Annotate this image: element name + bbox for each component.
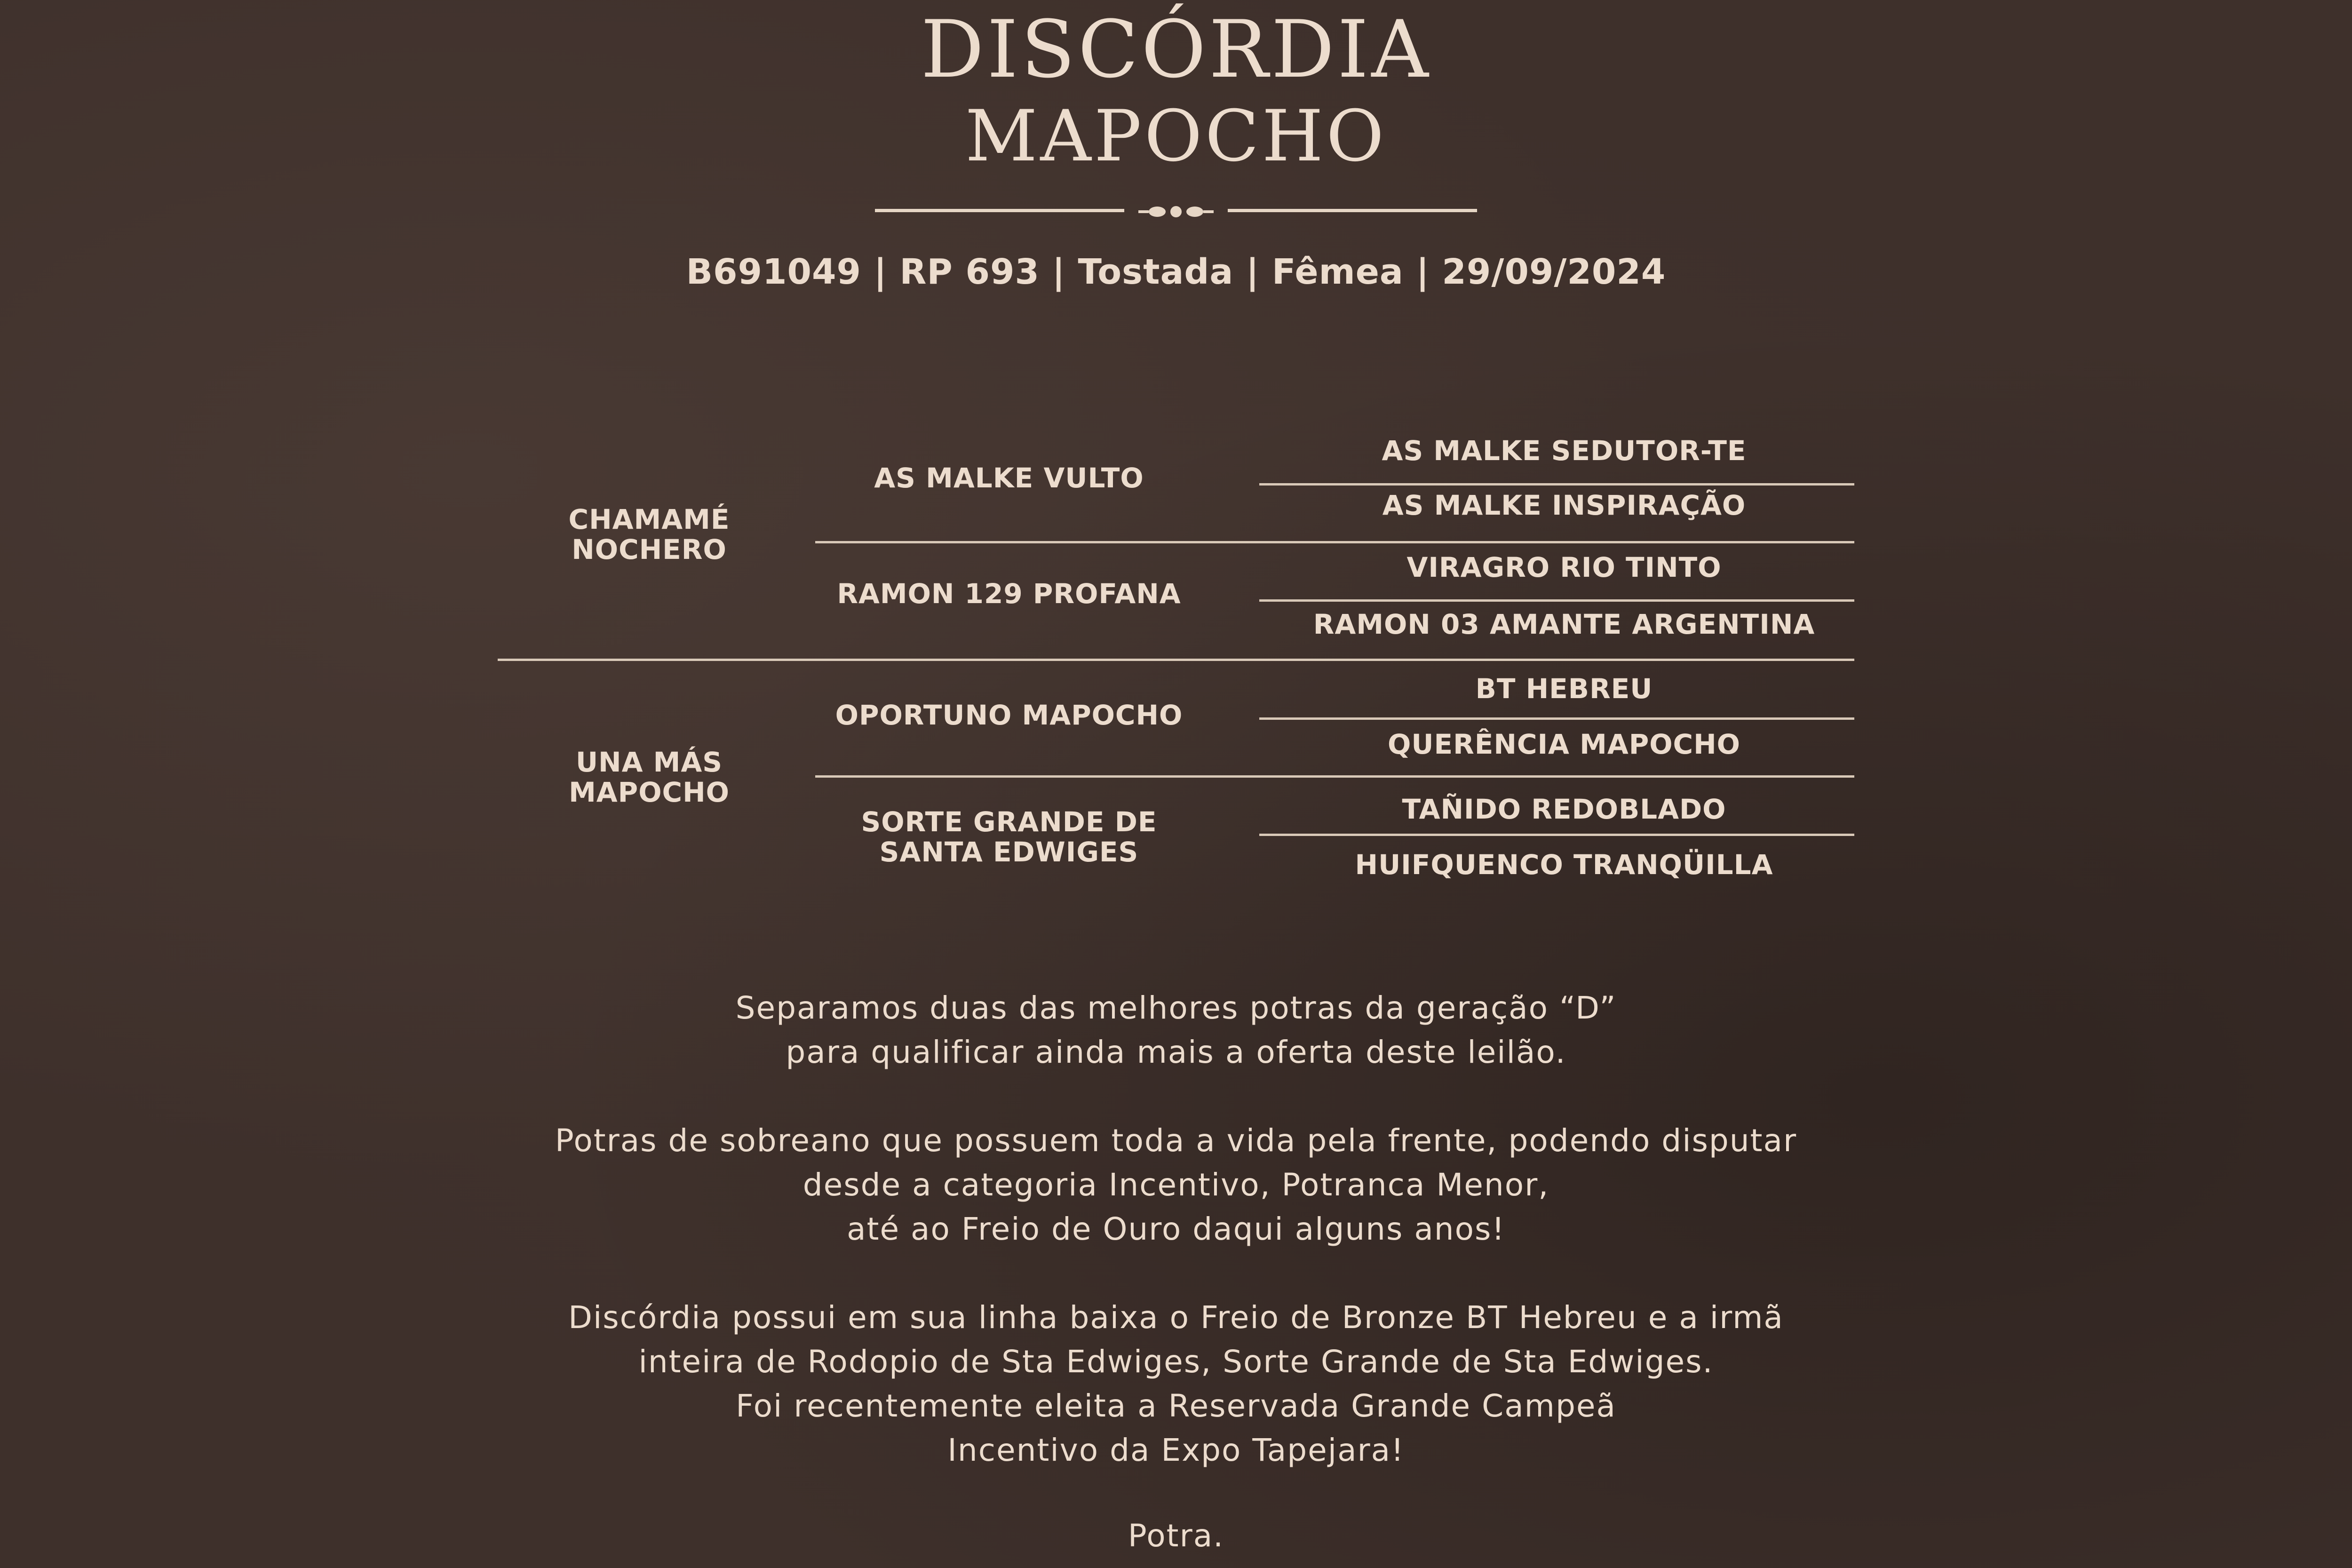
pedigree-ddd: HUIFQUENCO TRANQÜILLA [1355,849,1773,881]
pedigree-dds: TAÑIDO REDOBLADO [1402,793,1726,825]
description-line: Discórdia possui em sua linha baixa o Freio de Bronze BT Hebreu e a irmã [568,1299,1784,1336]
description-line: inteira de Rodopio de Sta Edwiges, Sorte Grande de Sta Edwiges. [638,1344,1714,1380]
description-line: Separamos duas das melhores potras da geração “D” [735,990,1617,1026]
pedigree-divider-dam [815,775,1854,778]
pedigree-dam-dam [814,807,1204,867]
description-line: Potra. [1128,1518,1224,1554]
horse-affix-title: MAPOCHO [965,96,1387,177]
description-line: até ao Freio de Ouro daqui alguns anos! [847,1211,1505,1247]
pedigree-dam-line2: MAPOCHO [569,776,730,808]
pedigree-divider-main [498,659,1854,661]
pedigree-dam-dam-line1: SORTE GRANDE DE [861,806,1157,838]
pedigree-sire-dam: RAMON 129 PROFANA [837,578,1181,610]
pedigree-dss: BT HEBREU [1475,673,1653,705]
pedigree-sire-line1: CHAMAMÉ [568,503,730,535]
pedigree-sire-line2: NOCHERO [572,533,727,565]
pedigree-ssd: AS MALKE INSPIRAÇÃO [1382,489,1746,521]
description-line: Potras de sobreano que possuem toda a vida pela frente, podendo disputar [555,1122,1797,1159]
pedigree-sire-sire: AS MALKE VULTO [874,462,1144,494]
pedigree-sss: AS MALKE SEDUTOR-TE [1382,435,1747,467]
pedigree-dsd: QUERÊNCIA MAPOCHO [1388,728,1740,760]
pedigree-divider-sd [1259,599,1854,602]
ornamental-divider-icon [1138,200,1214,223]
pedigree-sdd: RAMON 03 AMANTE ARGENTINA [1313,608,1815,640]
pedigree-divider-ds [1259,717,1854,720]
pedigree-divider-dd [1259,834,1854,836]
description-line: para qualificar ainda mais a oferta deste leilão. [786,1034,1566,1070]
registration-info: B691049 | RP 693 | Tostada | Fêmea | 29/09/2024 [686,252,1666,292]
pedigree-divider-sire [815,541,1854,543]
description-line: Foi recentemente eleita a Reservada Grande Campeã [736,1388,1616,1424]
description-line: desde a categoria Incentivo, Potranca Menor, [803,1167,1549,1203]
description-line: Incentivo da Expo Tapejara! [947,1432,1405,1468]
horse-name-title: DISCÓRDIA [921,3,1431,96]
divider-left-line [875,209,1124,212]
pedigree-dam-sire: OPORTUNO MAPOCHO [835,699,1183,731]
divider-right-line [1228,209,1477,212]
pedigree-dam-dam-line2: SANTA EDWIGES [879,836,1139,868]
pedigree-dam [499,747,800,807]
pedigree-dam-line1: UNA MÁS [575,746,723,778]
pedigree-sds: VIRAGRO RIO TINTO [1406,551,1722,583]
pedigree-divider-ss [1259,483,1854,486]
pedigree-sire [499,504,800,565]
